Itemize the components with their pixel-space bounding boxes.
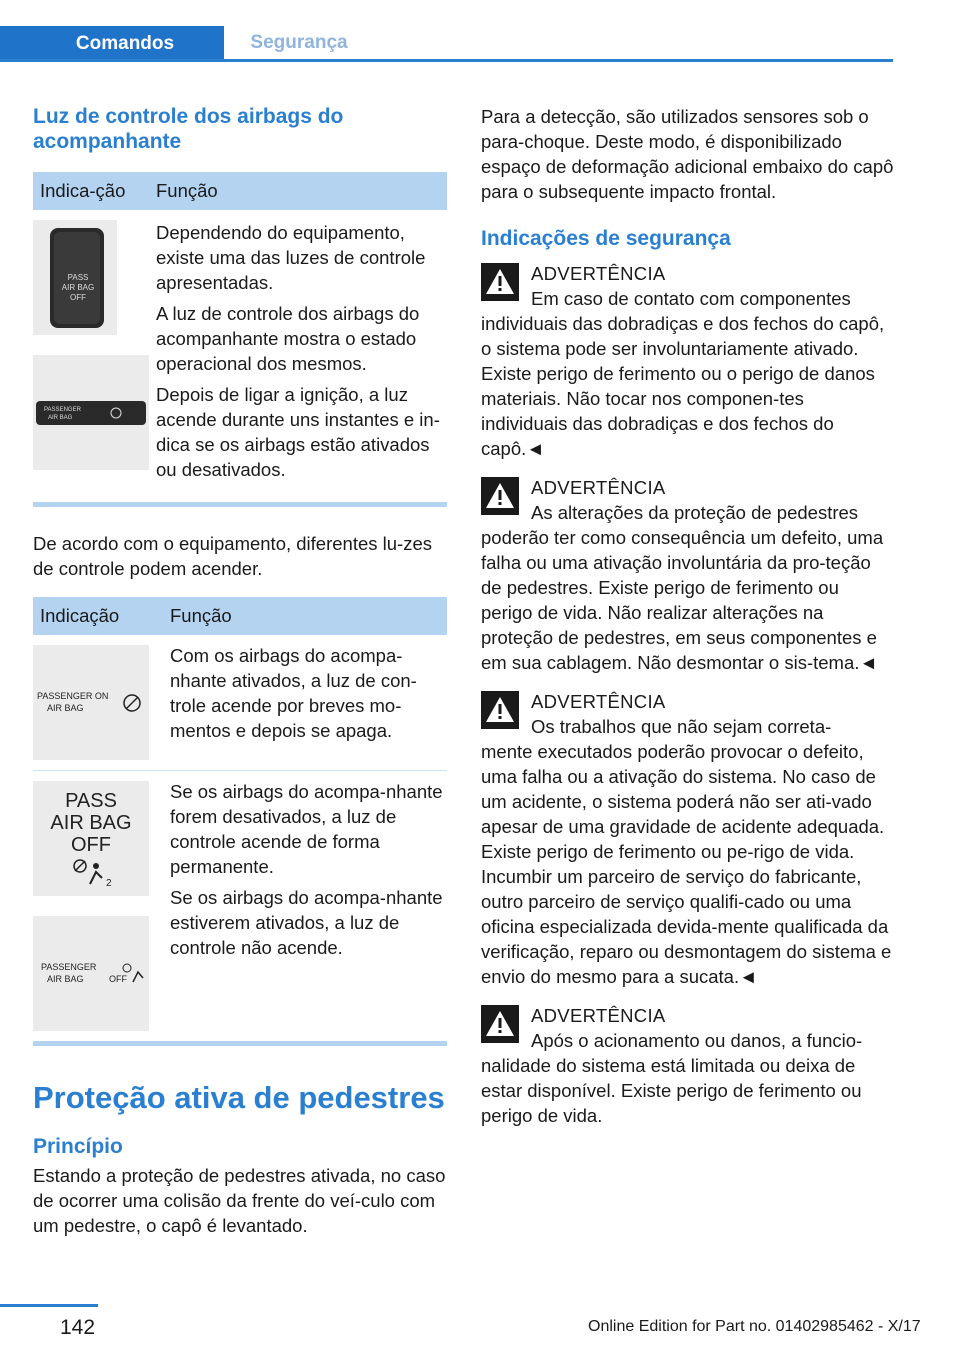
tab-comandos[interactable]: Comandos	[0, 26, 224, 62]
label-passenger-on: PASSENGER ON	[37, 690, 109, 701]
pass-airbag-off-indicator-image	[33, 781, 149, 896]
warning-block-3	[481, 689, 895, 989]
subsection-heading-principio: Princípio	[33, 1135, 123, 1158]
warning-title: ADVERTÊNCIA	[531, 263, 666, 284]
table1-end-rule	[33, 502, 447, 507]
section-title-active-pedestrian-protection: Proteção ativa de pedestres	[33, 1080, 445, 1115]
indicator-table-1	[33, 172, 447, 498]
table-header-indicacao: Indica-ção	[33, 172, 149, 210]
footer-rule	[0, 1304, 98, 1307]
label-airbag-on: AIR BAG	[47, 702, 84, 713]
paragraph-principio: Estando a proteção de pedestres ativada, no caso de ocorrer uma colisão da frente do veí-culo com um pedestre, o capô é levantado.	[33, 1165, 446, 1236]
label-off: OFF	[71, 833, 111, 856]
passenger-on-indicator-image	[33, 645, 149, 760]
table2-row2-desc-a: Se os airbags do acompa-nhante forem desativados, a luz de controle acende de forma permanente.	[170, 781, 443, 877]
paragraph-detection: Para a detecção, são utilizados sensores sob o para-choque. Deste modo, é disponibilizado espaço de deformação adicional embaixo do capô para o subsequente impacto frontal.	[481, 106, 894, 202]
table1-desc-1: Dependendo do equipamento, existe uma das luzes de controle apresentadas.	[156, 222, 426, 293]
warning-text: poderão ter como consequência um defeito, uma falha ou uma ativação involuntária da pro-teção de pedestres. Existe perigo de ferimento ou perigo de vida. Não realizar alterações na proteção de pedestres, em seus componentes e em sua cablagem. Não desmontar o sis-tema.◄	[481, 527, 884, 673]
section-heading-airbag-light: Luz de controle dos airbags do acompanhante	[33, 105, 344, 153]
warning-text-first-line: Os trabalhos que não sejam correta-	[531, 716, 832, 737]
section-heading-safety-notes: Indicações de segurança	[481, 227, 731, 250]
svg-text:2: 2	[106, 877, 112, 888]
warning-triangle-icon	[481, 477, 519, 515]
warning-triangle-icon	[481, 263, 519, 301]
label-pass: PASS	[65, 789, 117, 812]
indicator-table-2	[33, 597, 447, 1031]
warning-block-1	[481, 261, 895, 461]
switch-label-off: OFF	[70, 292, 86, 302]
label-passenger-off: PASSENGER	[41, 961, 97, 972]
warning-triangle-icon	[481, 1005, 519, 1043]
warning-text: mente executados poderão provocar o defeito, uma falha ou a ativação do sistema. No caso de um acidente, o sistema poderá não ser ati-vado apesar de uma gravidade de acidente adequada. Existe perigo de ferimento ou pe-rigo de vida. Incumbir um parceiro de serviço do fabricante, outro parceiro de serviço qualifi-cado ou uma oficina especializada devida-mente qualificada da verificação, reparo ou desmontagem do sistema e envio do mesmo para a sucata.◄	[481, 741, 892, 987]
paragraph-different-lights: De acordo com o equipamento, diferentes lu-zes de controle podem acender.	[33, 533, 432, 579]
table2-header-indicacao: Indicação	[33, 597, 163, 635]
warning-text: individuais das dobradiças e dos fechos do capô, o sistema pode ser involuntariamente ativado. Existe perigo de ferimento ou o perigo de danos materiais. Não tocar nos componen-tes individuais das dobradiças e dos fechos do capô.◄	[481, 313, 885, 459]
warning-title: ADVERTÊNCIA	[531, 477, 666, 498]
chapter-header	[0, 26, 893, 62]
header-rule	[0, 59, 893, 62]
passenger-airbag-off-indicator-image	[33, 916, 149, 1031]
warning-text-first-line: Após o acionamento ou danos, a funcio-	[531, 1030, 863, 1051]
warning-block-2	[481, 475, 895, 675]
warning-title: ADVERTÊNCIA	[531, 1005, 666, 1026]
label-airbag: AIR BAG	[50, 811, 132, 834]
page-number: 142	[60, 1316, 96, 1339]
edition-note: Online Edition for Part no. 01402985462 - X/17	[588, 1318, 921, 1335]
table-header-funcao: Função	[149, 172, 447, 210]
label-off-small: OFF	[109, 973, 127, 984]
indicator-label-airbag: AIR BAG	[48, 414, 73, 421]
table2-row2-desc-b: Se os airbags do acompa-nhante estiverem ativados, a luz de controle não acende.	[170, 887, 443, 958]
tab-seguranca[interactable]: Segurança	[250, 31, 348, 53]
table2-header-funcao: Função	[163, 597, 447, 635]
warning-block-4	[481, 1003, 895, 1128]
warning-title: ADVERTÊNCIA	[531, 691, 666, 712]
warning-text-first-line: Em caso de contato com componentes	[531, 288, 851, 309]
warning-text-first-line: As alterações da proteção de pedestres	[531, 502, 859, 523]
indicator-label-passenger: PASSENGER	[44, 406, 81, 413]
switch-label-pass: PASS	[67, 272, 89, 282]
pass-airbag-off-switch-image	[33, 220, 117, 335]
switch-label-airbag: AIR BAG	[61, 282, 95, 292]
seat-person-icon	[66, 856, 116, 888]
table2-row1-desc: Com os airbags do acompa-nhante ativados, a luz de con-trole acende por breves mo-mentos e depois se apaga.	[170, 645, 417, 741]
label-airbag-off: AIR BAG	[47, 973, 84, 984]
passenger-airbag-indicator-image	[33, 355, 149, 470]
table2-end-rule	[33, 1041, 447, 1046]
table1-desc-2: A luz de controle dos airbags do acompanhante mostra o estado operacional dos mesmos.	[156, 303, 420, 374]
left-column	[33, 104, 447, 1238]
warning-text: nalidade do sistema está limitada ou deixa de estar disponível. Existe perigo de ferimento ou perigo de vida.	[481, 1055, 862, 1126]
table1-desc-3: Depois de ligar a ignição, a luz acende durante uns instantes e in-dica se os airbags estão ativados ou desativados.	[156, 384, 440, 480]
warning-triangle-icon	[481, 691, 519, 729]
right-column	[481, 104, 895, 1128]
